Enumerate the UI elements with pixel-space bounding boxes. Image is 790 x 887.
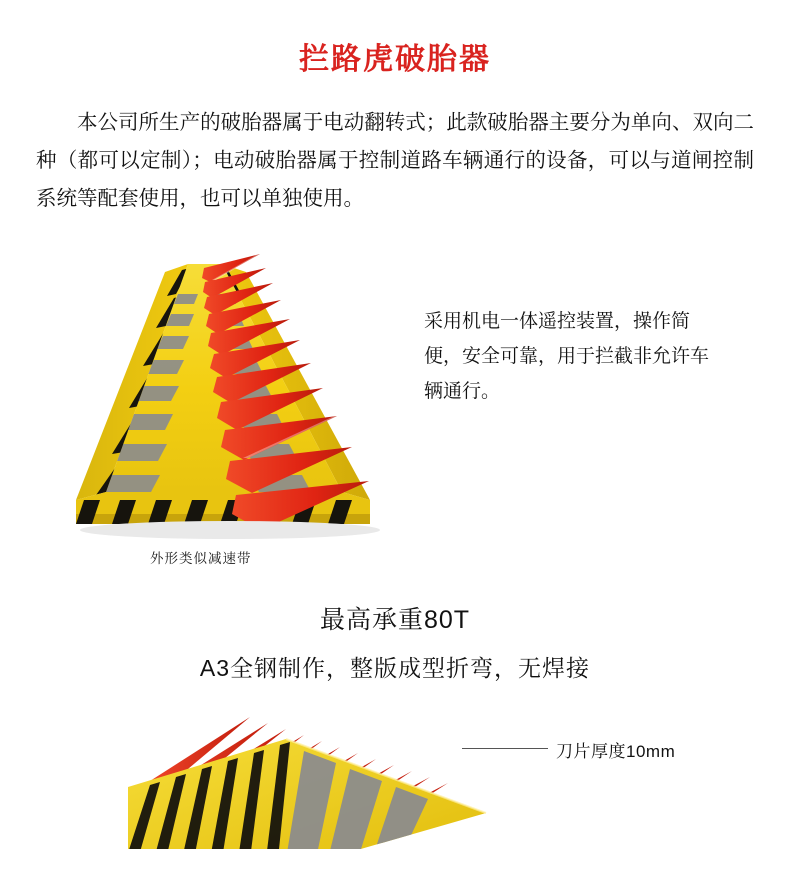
spec-section: [0, 600, 790, 683]
spec-material: A3全钢制作，整版成型折弯，无焊接: [199, 654, 591, 681]
bottom-section: [0, 709, 790, 849]
hero-description: 采用机电一体遥控装置，操作简便，安全可靠，用于拦截非允许车辆通行。: [424, 310, 710, 403]
tire-killer-blade-detail-illustration: [90, 709, 520, 849]
blade-thickness-label: 刀片厚度10mm: [556, 741, 676, 761]
blade-label-leader-line: [462, 748, 548, 749]
hero-section: [0, 242, 790, 572]
tire-killer-perspective-illustration: [70, 242, 440, 552]
hero-caption: 外形类似减速带: [150, 550, 252, 566]
page-title: 拦路虎破胎器: [299, 43, 491, 76]
spec-load-capacity: 最高承重80T: [319, 605, 471, 634]
intro-paragraph: 本公司所生产的破胎器属于电动翻转式；此款破胎器主要分为单向、双向二种（都可以定制）；电动破胎器属于控制道路车辆通行的设备，可以与道闸控制系统等配套使用，也可以单独使用。: [36, 111, 754, 210]
